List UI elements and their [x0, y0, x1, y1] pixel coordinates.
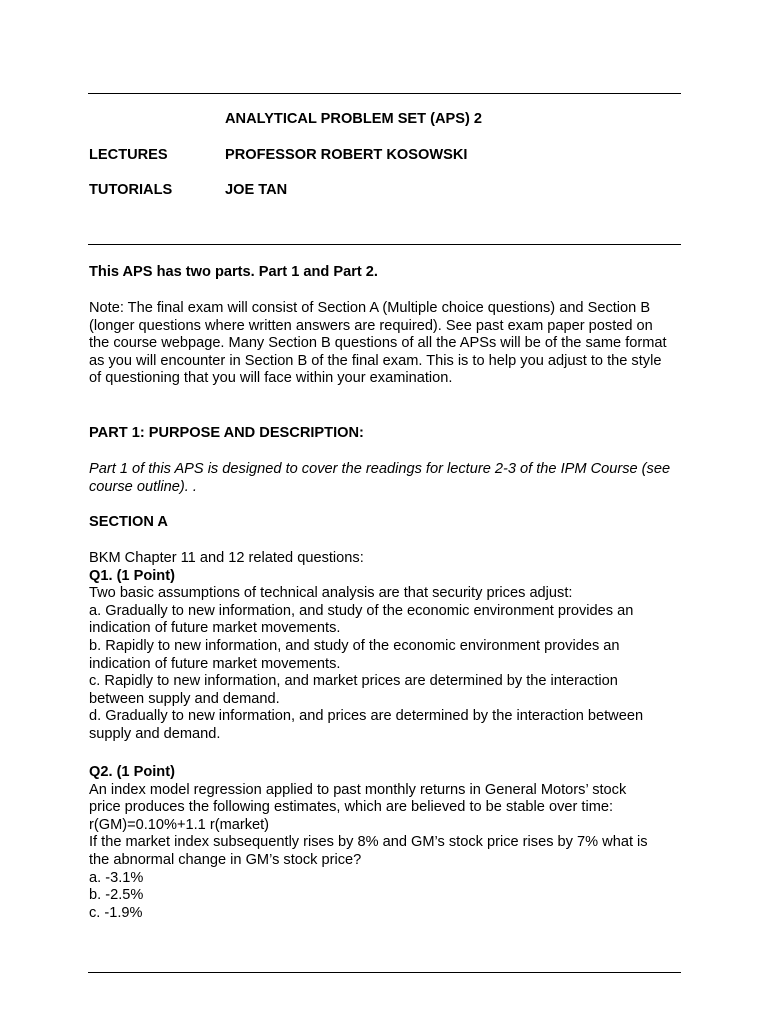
lectures-value: PROFESSOR ROBERT KOSOWSKI — [225, 147, 468, 163]
note-line: of questioning that you will face within your examination. — [89, 370, 453, 387]
document-title: ANALYTICAL PROBLEM SET (APS) 2 — [225, 111, 483, 127]
q2-line: price produces the following estimates, which are believed to be stable over time: — [89, 799, 614, 816]
q2-option: b. -2.5% — [89, 887, 144, 904]
q2-option: c. -1.9% — [89, 904, 143, 921]
note-line: (longer questions where written answers are required). See past exam paper posted on — [89, 317, 653, 334]
q1-line: c. Rapidly to new information, and market prices are determined by the interaction — [89, 673, 618, 690]
q2-title: Q2. (1 Point) — [89, 764, 175, 780]
lectures-label: LECTURES — [89, 147, 168, 163]
note-line: as you will encounter in Section B of the final exam. This is to help you adjust to the style — [89, 352, 662, 369]
note-paragraph — [89, 300, 689, 388]
part1-desc-line: Part 1 of this APS is designed to cover the readings for lecture 2-3 of the IPM Course (see — [89, 461, 671, 477]
q1-line: b. Rapidly to new information, and study of the economic environment provides an — [89, 637, 620, 654]
q2-block — [89, 764, 689, 922]
section-a-body — [89, 550, 689, 744]
q1-line: indication of future market movements. — [89, 620, 341, 637]
parts-line: This APS has two parts. Part 1 and Part 2. — [89, 264, 378, 280]
q1-line: indication of future market movements. — [89, 655, 341, 672]
q1-line: supply and demand. — [89, 725, 221, 742]
q2-line: If the market index subsequently rises by 8% and GM’s stock price rises by 7% what is — [89, 834, 648, 851]
part1-heading: PART 1: PURPOSE AND DESCRIPTION: — [89, 425, 364, 441]
part1-description — [89, 461, 689, 496]
q2-line: the abnormal change in GM’s stock price? — [89, 851, 362, 868]
header-bottom-rule — [88, 244, 681, 245]
section-a-heading: SECTION A — [89, 514, 168, 530]
q2-line: An index model regression applied to past monthly returns in General Motors’ stock — [89, 781, 627, 798]
q1-title: Q1. (1 Point) — [89, 567, 175, 584]
q2-option: a. -3.1% — [89, 869, 144, 886]
note-line: the course webpage. Many Section B questions of all the APSs will be of the same format — [89, 335, 667, 352]
tutorials-value: JOE TAN — [225, 182, 288, 198]
q1-line: Two basic assumptions of technical analysis are that security prices adjust: — [89, 585, 573, 602]
q1-line: d. Gradually to new information, and prices are determined by the interaction between — [89, 708, 644, 725]
footer-rule — [88, 972, 681, 973]
q1-line: between supply and demand. — [89, 690, 280, 707]
tutorials-label: TUTORIALS — [89, 182, 173, 198]
top-rule — [88, 93, 681, 94]
note-line: Note: The final exam will consist of Section A (Multiple choice questions) and Section B — [89, 300, 651, 316]
section-a-intro: BKM Chapter 11 and 12 related questions: — [89, 550, 364, 566]
q2-line: r(GM)=0.10%+1.1 r(market) — [89, 816, 270, 833]
part1-desc-line: course outline). . — [89, 478, 197, 495]
q1-line: a. Gradually to new information, and study of the economic environment provides an — [89, 602, 634, 619]
